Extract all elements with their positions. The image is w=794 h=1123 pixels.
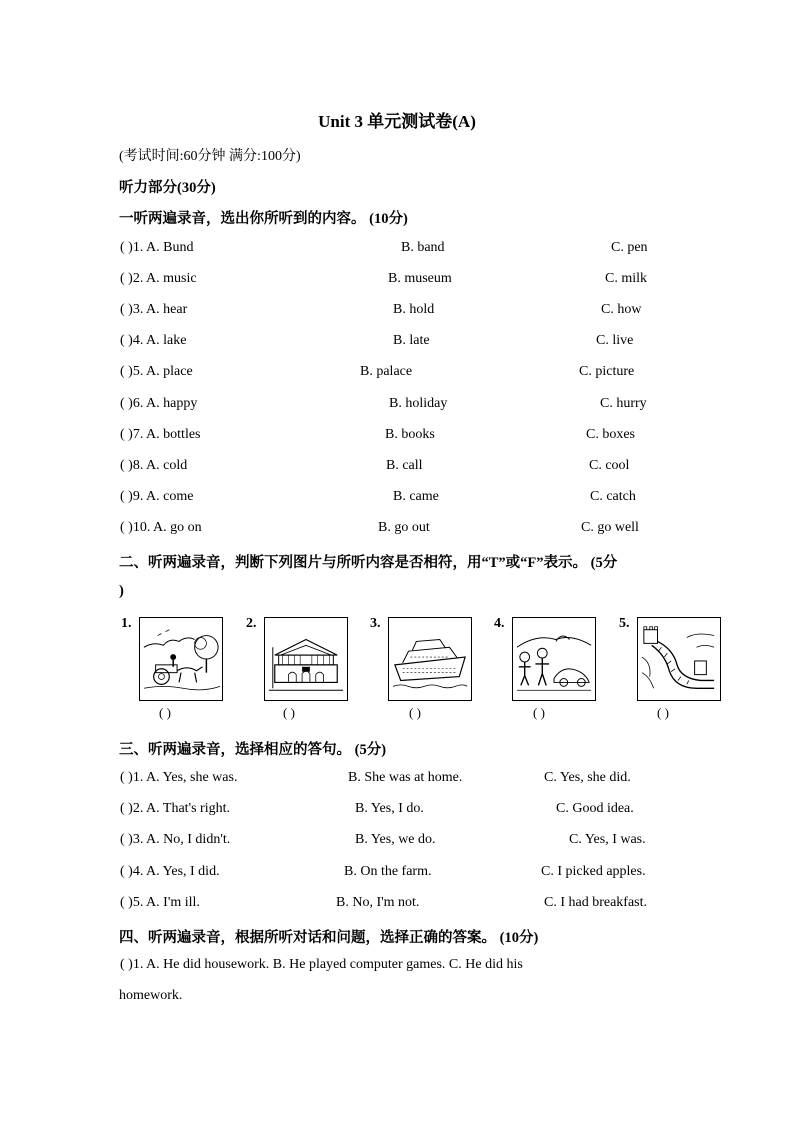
picture-number-4: 4. xyxy=(494,616,505,631)
section4-heading: 四、听两遍录音，根据所听对话和问题，选择正确的答案。 (10分) xyxy=(119,930,539,946)
picture-answer-5[interactable]: ( ) xyxy=(657,705,669,720)
s3-q4-option-c: C. I picked apples. xyxy=(541,864,646,879)
picture-answer-1[interactable]: ( ) xyxy=(159,705,171,720)
children-outdoors-icon xyxy=(513,618,595,700)
page-title: Unit 3 单元测试卷(A) xyxy=(318,112,476,131)
s1-q5-prefix: ( )5. A. place xyxy=(120,364,193,379)
s1-q3-prefix: ( )3. A. hear xyxy=(120,302,188,317)
section2-heading-end: ) xyxy=(119,583,124,599)
great-wall-icon xyxy=(638,618,720,700)
s1-q6-option-c: C. hurry xyxy=(600,396,647,411)
s1-q6-option-b: B. holiday xyxy=(389,396,448,411)
picture-answer-4[interactable]: ( ) xyxy=(533,705,545,720)
s1-q5-option-b: B. palace xyxy=(360,364,413,379)
farm-ox-cart-icon xyxy=(140,618,222,700)
s1-q9-prefix: ( )9. A. come xyxy=(120,489,194,504)
s1-q9-option-c: C. catch xyxy=(590,489,636,504)
cruise-ship-picture xyxy=(388,617,472,701)
s1-q10-prefix: ( )10. A. go on xyxy=(120,520,202,535)
s1-q4-option-c: C. live xyxy=(596,333,634,348)
s1-q9-option-b: B. came xyxy=(393,489,439,504)
s1-q7-option-b: B. books xyxy=(385,427,435,442)
s1-q1-prefix: ( )1. A. Bund xyxy=(120,240,194,255)
s3-q3-option-c: C. Yes, I was. xyxy=(569,832,646,847)
s1-q8-prefix: ( )8. A. cold xyxy=(120,458,188,473)
s4-q1-line2: homework. xyxy=(119,988,183,1003)
s3-q4-prefix: ( )4. A. Yes, I did. xyxy=(120,864,220,879)
s1-q2-prefix: ( )2. A. music xyxy=(120,271,197,286)
picture-number-2: 2. xyxy=(246,616,257,631)
s3-q5-prefix: ( )5. A. I'm ill. xyxy=(120,895,200,910)
section3-heading: 三、听两遍录音，选择相应的答句。 (5分) xyxy=(119,742,387,758)
picture-answer-3[interactable]: ( ) xyxy=(409,705,421,720)
farm-ox-cart-picture xyxy=(139,617,223,701)
section2-heading: 二、听两遍录音，判断下列图片与所听内容是否相符，用“T”或“F”表示。 (5分 xyxy=(119,555,618,571)
picture-answer-2[interactable]: ( ) xyxy=(283,705,295,720)
s3-q1-option-b: B. She was at home. xyxy=(348,770,463,785)
s3-q1-prefix: ( )1. A. Yes, she was. xyxy=(120,770,238,785)
s3-q5-option-b: B. No, I'm not. xyxy=(336,895,420,910)
s3-q2-option-c: C. Good idea. xyxy=(556,801,634,816)
s1-q7-prefix: ( )7. A. bottles xyxy=(120,427,201,442)
tiananmen-icon xyxy=(265,618,347,700)
s1-q5-option-c: C. picture xyxy=(579,364,635,379)
s1-q7-option-c: C. boxes xyxy=(586,427,635,442)
s1-q4-option-b: B. late xyxy=(393,333,430,348)
s1-q6-prefix: ( )6. A. happy xyxy=(120,396,198,411)
children-outdoors-picture xyxy=(512,617,596,701)
s1-q10-option-c: C. go well xyxy=(581,520,639,535)
part-title: 听力部分(30分) xyxy=(119,180,216,196)
s3-q2-option-b: B. Yes, I do. xyxy=(355,801,424,816)
s1-q2-option-b: B. museum xyxy=(388,271,452,286)
picture-number-5: 5. xyxy=(619,616,630,631)
exam-meta: (考试时间:60分钟 满分:100分) xyxy=(119,149,301,164)
s1-q3-option-b: B. hold xyxy=(393,302,435,317)
s1-q1-option-b: B. band xyxy=(401,240,445,255)
s3-q5-option-c: C. I had breakfast. xyxy=(544,895,648,910)
section1-heading: 一听两遍录音，选出你所听到的内容。 (10分) xyxy=(119,211,408,227)
cruise-ship-icon xyxy=(389,618,471,700)
s1-q8-option-c: C. cool xyxy=(589,458,630,473)
s1-q4-prefix: ( )4. A. lake xyxy=(120,333,187,348)
s3-q1-option-c: C. Yes, she did. xyxy=(544,770,631,785)
s1-q1-option-c: C. pen xyxy=(611,240,648,255)
picture-number-1: 1. xyxy=(121,616,132,631)
s1-q8-option-b: B. call xyxy=(386,458,423,473)
s3-q3-option-b: B. Yes, we do. xyxy=(355,832,436,847)
great-wall-picture xyxy=(637,617,721,701)
s3-q4-option-b: B. On the farm. xyxy=(344,864,432,879)
s3-q3-prefix: ( )3. A. No, I didn't. xyxy=(120,832,231,847)
s1-q3-option-c: C. how xyxy=(601,302,642,317)
s1-q10-option-b: B. go out xyxy=(378,520,430,535)
s4-q1-line1: ( )1. A. He did housework. B. He played computer games. C. He did his xyxy=(120,957,523,972)
picture-number-3: 3. xyxy=(370,616,381,631)
s3-q2-prefix: ( )2. A. That's right. xyxy=(120,801,230,816)
tiananmen-picture xyxy=(264,617,348,701)
s1-q2-option-c: C. milk xyxy=(605,271,648,286)
